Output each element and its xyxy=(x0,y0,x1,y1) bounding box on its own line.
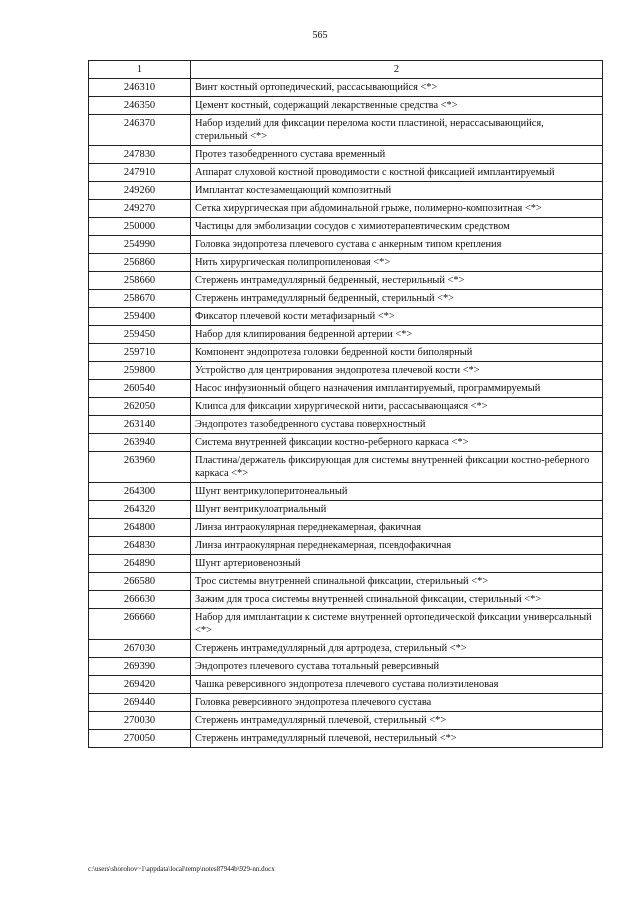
table-row xyxy=(89,200,603,218)
table-row xyxy=(89,344,603,362)
device-code-cell: 270050 xyxy=(89,730,191,748)
device-code-cell: 260540 xyxy=(89,380,191,398)
device-name-cell: Цемент костный, содержащий лекарственные средства <*> xyxy=(191,97,603,115)
table-header-row xyxy=(89,61,603,79)
device-code-cell: 262050 xyxy=(89,398,191,416)
device-code-cell: 254990 xyxy=(89,236,191,254)
device-name-cell: Стержень интрамедуллярный плечевой, стерильный <*> xyxy=(191,712,603,730)
device-name-cell: Насос инфузионный общего назначения имплантируемый, программируемый xyxy=(191,380,603,398)
table-row xyxy=(89,326,603,344)
device-code-cell: 258660 xyxy=(89,272,191,290)
device-code-cell: 264300 xyxy=(89,483,191,501)
device-name-cell: Протез тазобедренного сустава временный xyxy=(191,146,603,164)
device-code-cell: 258670 xyxy=(89,290,191,308)
table-row xyxy=(89,591,603,609)
table-row xyxy=(89,658,603,676)
device-code-cell: 259710 xyxy=(89,344,191,362)
device-name-cell: Нить хирургическая полипропиленовая <*> xyxy=(191,254,603,272)
device-name-cell: Устройство для центрирования эндопротеза плечевой кости <*> xyxy=(191,362,603,380)
table-row xyxy=(89,164,603,182)
device-name-cell: Эндопротез плечевого сустава тотальный реверсивный xyxy=(191,658,603,676)
device-code-cell: 263940 xyxy=(89,434,191,452)
table-row xyxy=(89,712,603,730)
device-name-cell: Аппарат слуховой костной проводимости с костной фиксацией имплантируемый xyxy=(191,164,603,182)
table-row xyxy=(89,537,603,555)
table-row xyxy=(89,290,603,308)
device-name-cell: Набор для клипирования бедренной артерии <*> xyxy=(191,326,603,344)
device-name-cell: Частицы для эмболизации сосудов с химиотерапевтическим средством xyxy=(191,218,603,236)
device-code-cell: 246310 xyxy=(89,79,191,97)
device-name-cell: Винт костный ортопедический, рассасывающийся <*> xyxy=(191,79,603,97)
device-name-cell: Стержень интрамедуллярный бедренный, стерильный <*> xyxy=(191,290,603,308)
table-row xyxy=(89,218,603,236)
table-row xyxy=(89,115,603,146)
device-code-cell: 266580 xyxy=(89,573,191,591)
table-row xyxy=(89,308,603,326)
device-name-cell: Шунт вентрикулоатриальный xyxy=(191,501,603,519)
device-name-cell: Имплантат костезамещающий композитный xyxy=(191,182,603,200)
device-name-cell: Шунт вентрикулоперитонеальный xyxy=(191,483,603,501)
table-row xyxy=(89,182,603,200)
device-name-cell: Трос системы внутренней спинальной фиксации, стерильный <*> xyxy=(191,573,603,591)
table-row xyxy=(89,676,603,694)
device-code-cell: 247830 xyxy=(89,146,191,164)
device-code-cell: 259400 xyxy=(89,308,191,326)
table-row xyxy=(89,416,603,434)
table-row xyxy=(89,483,603,501)
device-code-cell: 264830 xyxy=(89,537,191,555)
footer-file-path: c:\users\shorohov~1\appdata\local\temp\notes87944b\929-nn.docx xyxy=(88,865,275,873)
device-name-cell: Пластина/держатель фиксирующая для системы внутренней фиксации костно-реберного каркаса <*> xyxy=(191,452,603,483)
device-code-cell: 269420 xyxy=(89,676,191,694)
table-row xyxy=(89,501,603,519)
device-code-cell: 259450 xyxy=(89,326,191,344)
device-name-cell: Набор изделий для фиксации перелома кости пластиной, нерассасывающийся, стерильный <*> xyxy=(191,115,603,146)
table-row xyxy=(89,694,603,712)
table-row xyxy=(89,434,603,452)
table-row xyxy=(89,730,603,748)
device-name-cell: Головка эндопротеза плечевого сустава с анкерным типом крепления xyxy=(191,236,603,254)
device-code-cell: 269390 xyxy=(89,658,191,676)
device-name-cell: Фиксатор плечевой кости метафизарный <*> xyxy=(191,308,603,326)
device-code-cell: 264800 xyxy=(89,519,191,537)
device-name-cell: Система внутренней фиксации костно-реберного каркаса <*> xyxy=(191,434,603,452)
device-code-cell: 269440 xyxy=(89,694,191,712)
device-code-cell: 246350 xyxy=(89,97,191,115)
device-code-cell: 267030 xyxy=(89,640,191,658)
device-name-cell: Стержень интрамедуллярный для артродеза, стерильный <*> xyxy=(191,640,603,658)
device-code-cell: 270030 xyxy=(89,712,191,730)
device-name-cell: Чашка реверсивного эндопротеза плечевого сустава полиэтиленовая xyxy=(191,676,603,694)
device-code-table xyxy=(88,60,603,748)
table-row xyxy=(89,146,603,164)
device-name-cell: Эндопротез тазобедренного сустава поверхностный xyxy=(191,416,603,434)
device-name-cell: Линза интраокулярная переднекамерная, факичная xyxy=(191,519,603,537)
table-row xyxy=(89,573,603,591)
device-name-cell: Шунт артериовенозный xyxy=(191,555,603,573)
device-name-cell: Стержень интрамедуллярный бедренный, нестерильный <*> xyxy=(191,272,603,290)
device-name-cell: Компонент эндопротеза головки бедренной кости биполярный xyxy=(191,344,603,362)
device-name-cell: Зажим для троса системы внутренней спинальной фиксации, стерильный <*> xyxy=(191,591,603,609)
device-code-cell: 263960 xyxy=(89,452,191,483)
table-row xyxy=(89,254,603,272)
device-name-cell: Клипса для фиксации хирургической нити, рассасывающаяся <*> xyxy=(191,398,603,416)
device-code-cell: 259800 xyxy=(89,362,191,380)
table-row xyxy=(89,380,603,398)
table-row xyxy=(89,640,603,658)
device-code-cell: 246370 xyxy=(89,115,191,146)
table-row xyxy=(89,398,603,416)
table-row xyxy=(89,555,603,573)
device-code-cell: 266660 xyxy=(89,609,191,640)
table-row xyxy=(89,452,603,483)
device-code-cell: 264320 xyxy=(89,501,191,519)
table-row xyxy=(89,362,603,380)
device-name-cell: Головка реверсивного эндопротеза плечевого сустава xyxy=(191,694,603,712)
device-name-cell: Сетка хирургическая при абдоминальной грыже, полимерно-композитная <*> xyxy=(191,200,603,218)
device-code-cell: 247910 xyxy=(89,164,191,182)
device-name-cell: Набор для имплантации к системе внутренней ортопедической фиксации универсальный <*> xyxy=(191,609,603,640)
column-header-code: 1 xyxy=(89,61,191,79)
device-code-cell: 256860 xyxy=(89,254,191,272)
device-code-cell: 250000 xyxy=(89,218,191,236)
table-row xyxy=(89,272,603,290)
column-header-name: 2 xyxy=(191,61,603,79)
table-row xyxy=(89,79,603,97)
device-code-cell: 249270 xyxy=(89,200,191,218)
page-number: 565 xyxy=(312,30,328,41)
table-row xyxy=(89,519,603,537)
table-row xyxy=(89,236,603,254)
device-code-cell: 249260 xyxy=(89,182,191,200)
device-code-cell: 266630 xyxy=(89,591,191,609)
device-name-cell: Линза интраокулярная переднекамерная, псевдофакичная xyxy=(191,537,603,555)
table-row xyxy=(89,97,603,115)
table-row xyxy=(89,609,603,640)
table-body xyxy=(89,79,603,748)
device-code-cell: 264890 xyxy=(89,555,191,573)
device-code-cell: 263140 xyxy=(89,416,191,434)
device-name-cell: Стержень интрамедуллярный плечевой, нестерильный <*> xyxy=(191,730,603,748)
